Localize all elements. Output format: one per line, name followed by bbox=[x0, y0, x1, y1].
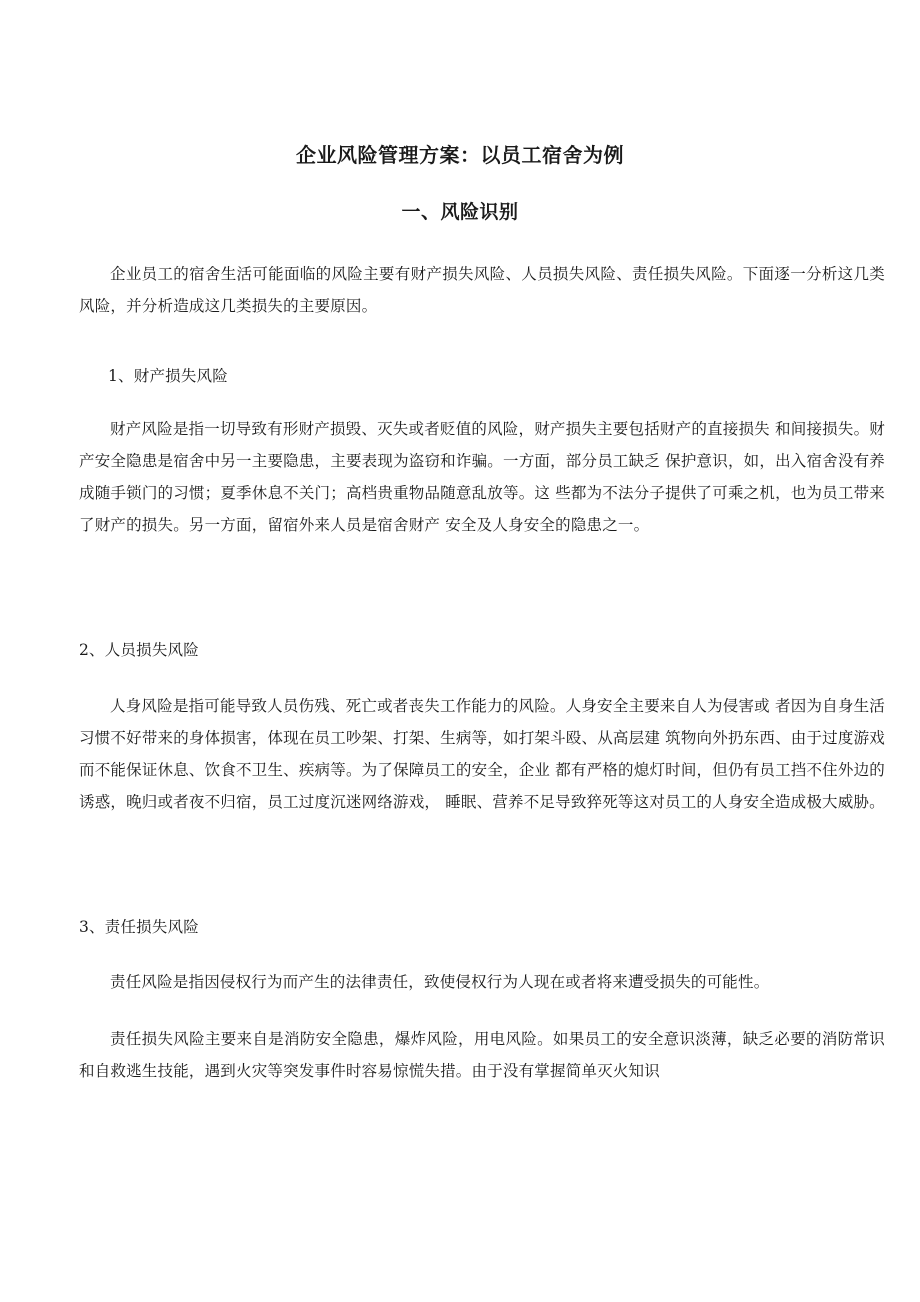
subheading-liability-loss: 3、责任损失风险 bbox=[79, 918, 199, 936]
paragraph-liability-causes: 责任损失风险主要来自是消防安全隐患，爆炸风险，用电风险。如果员工的安全意识淡薄，缺乏必要的消防常识和自救逃生技能，遇到火灾等突发事件时容易惊慌失措。由于没有掌握简单灭火知识 bbox=[79, 1030, 885, 1080]
document-title: 企业风险管理方案：以员工宿舍为例 bbox=[296, 143, 624, 167]
section-heading-risk-identification: 一、风险识别 bbox=[401, 201, 519, 223]
intro-paragraph: 企业员工的宿舍生活可能面临的风险主要有财产损失风险、人员损失风险、责任损失风险。下面逐一分析这几类风险，并分析造成这几类损失的主要原因。 bbox=[79, 265, 885, 315]
subheading-personnel-loss: 2、人员损失风险 bbox=[79, 641, 199, 659]
paragraph-personnel-loss: 人身风险是指可能导致人员伤残、死亡或者丧失工作能力的风险。人身安全主要来自人为侵害或 者因为自身生活习惯不好带来的身体损害，体现在员工吵架、打架、生病等，如打架斗殴、从高层建 筑物向外扔东西、由于过度游戏而不能保证休息、饮食不卫生、疾病等。为了保障员工的安全，企业 都有严格的熄灯时间，但仍有员工挡不住外边的诱惑，晚归或者夜不归宿，员工过度沉迷网络游戏， 睡眠、营养不足导致猝死等这对员工的人身安全造成极大威胁。 bbox=[79, 697, 885, 811]
paragraph-liability-definition: 责任风险是指因侵权行为而产生的法律责任，致使侵权行为人现在或者将来遭受损失的可能性。 bbox=[110, 973, 770, 991]
paragraph-property-loss: 财产风险是指一切导致有形财产损毁、灭失或者贬值的风险，财产损失主要包括财产的直接损失 和间接损失。财产安全隐患是宿舍中另一主要隐患，主要表现为盗窃和诈骗。一方面，部分员工缺乏 保护意识，如，出入宿舍没有养成随手锁门的习惯；夏季休息不关门；高档贵重物品随意乱放等。这 些都为不法分子提供了可乘之机，也为员工带来了财产的损失。另一方面，留宿外来人员是宿舍财产 安全及人身安全的隐患之一。 bbox=[79, 420, 885, 534]
subheading-property-loss: 1、财产损失风险 bbox=[108, 367, 228, 385]
